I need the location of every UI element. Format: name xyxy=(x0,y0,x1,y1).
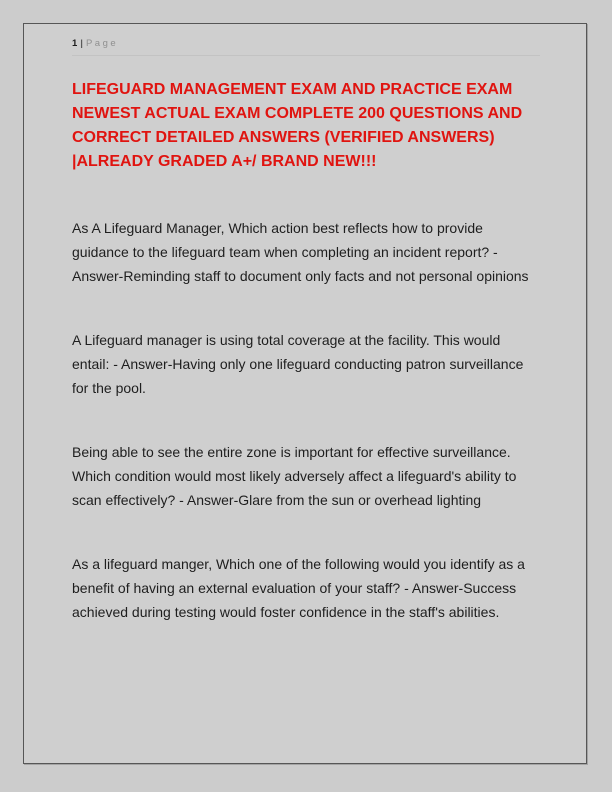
page-word-label: Page xyxy=(85,38,119,49)
qa-paragraph-external-evaluation: As a lifeguard manger, Which one of the following would you identify as a benefit of having an external evaluation of your staff? - Answer-Success achieved during testing would foster confidence in the staff's abilities. xyxy=(72,556,525,620)
page-number: 1 xyxy=(72,38,78,49)
document-title: LIFEGUARD MANAGEMENT EXAM AND PRACTICE EXAM NEWEST ACTUAL EXAM COMPLETE 200 QUESTIONS AND CORRECT DETAILED ANSWERS (VERIFIED ANSWERS) |ALREADY GRADED A+/ BRAND NEW!!! xyxy=(72,81,523,170)
qa-paragraph-scan-effectively: Being able to see the entire zone is important for effective surveillance. Which condition would most likely adversely affect a lifeguard's ability to scan effectively? - Answer-Glare from the sun or overhead lighting xyxy=(72,444,517,508)
qa-paragraph-total-coverage: A Lifeguard manager is using total coverage at the facility. This would entail: - Answer-Having only one lifeguard conducting patron surveillance for the pool. xyxy=(72,332,524,396)
page-header xyxy=(72,37,540,56)
document-page xyxy=(23,23,587,764)
page-number-separator: | xyxy=(80,38,83,49)
qa-paragraph-incident-report: As A Lifeguard Manager, Which action best reflects how to provide guidance to the lifeguard team when completing an incident report? - Answer-Reminding staff to document only facts and not personal opinions xyxy=(72,220,529,284)
page-content xyxy=(24,24,586,624)
